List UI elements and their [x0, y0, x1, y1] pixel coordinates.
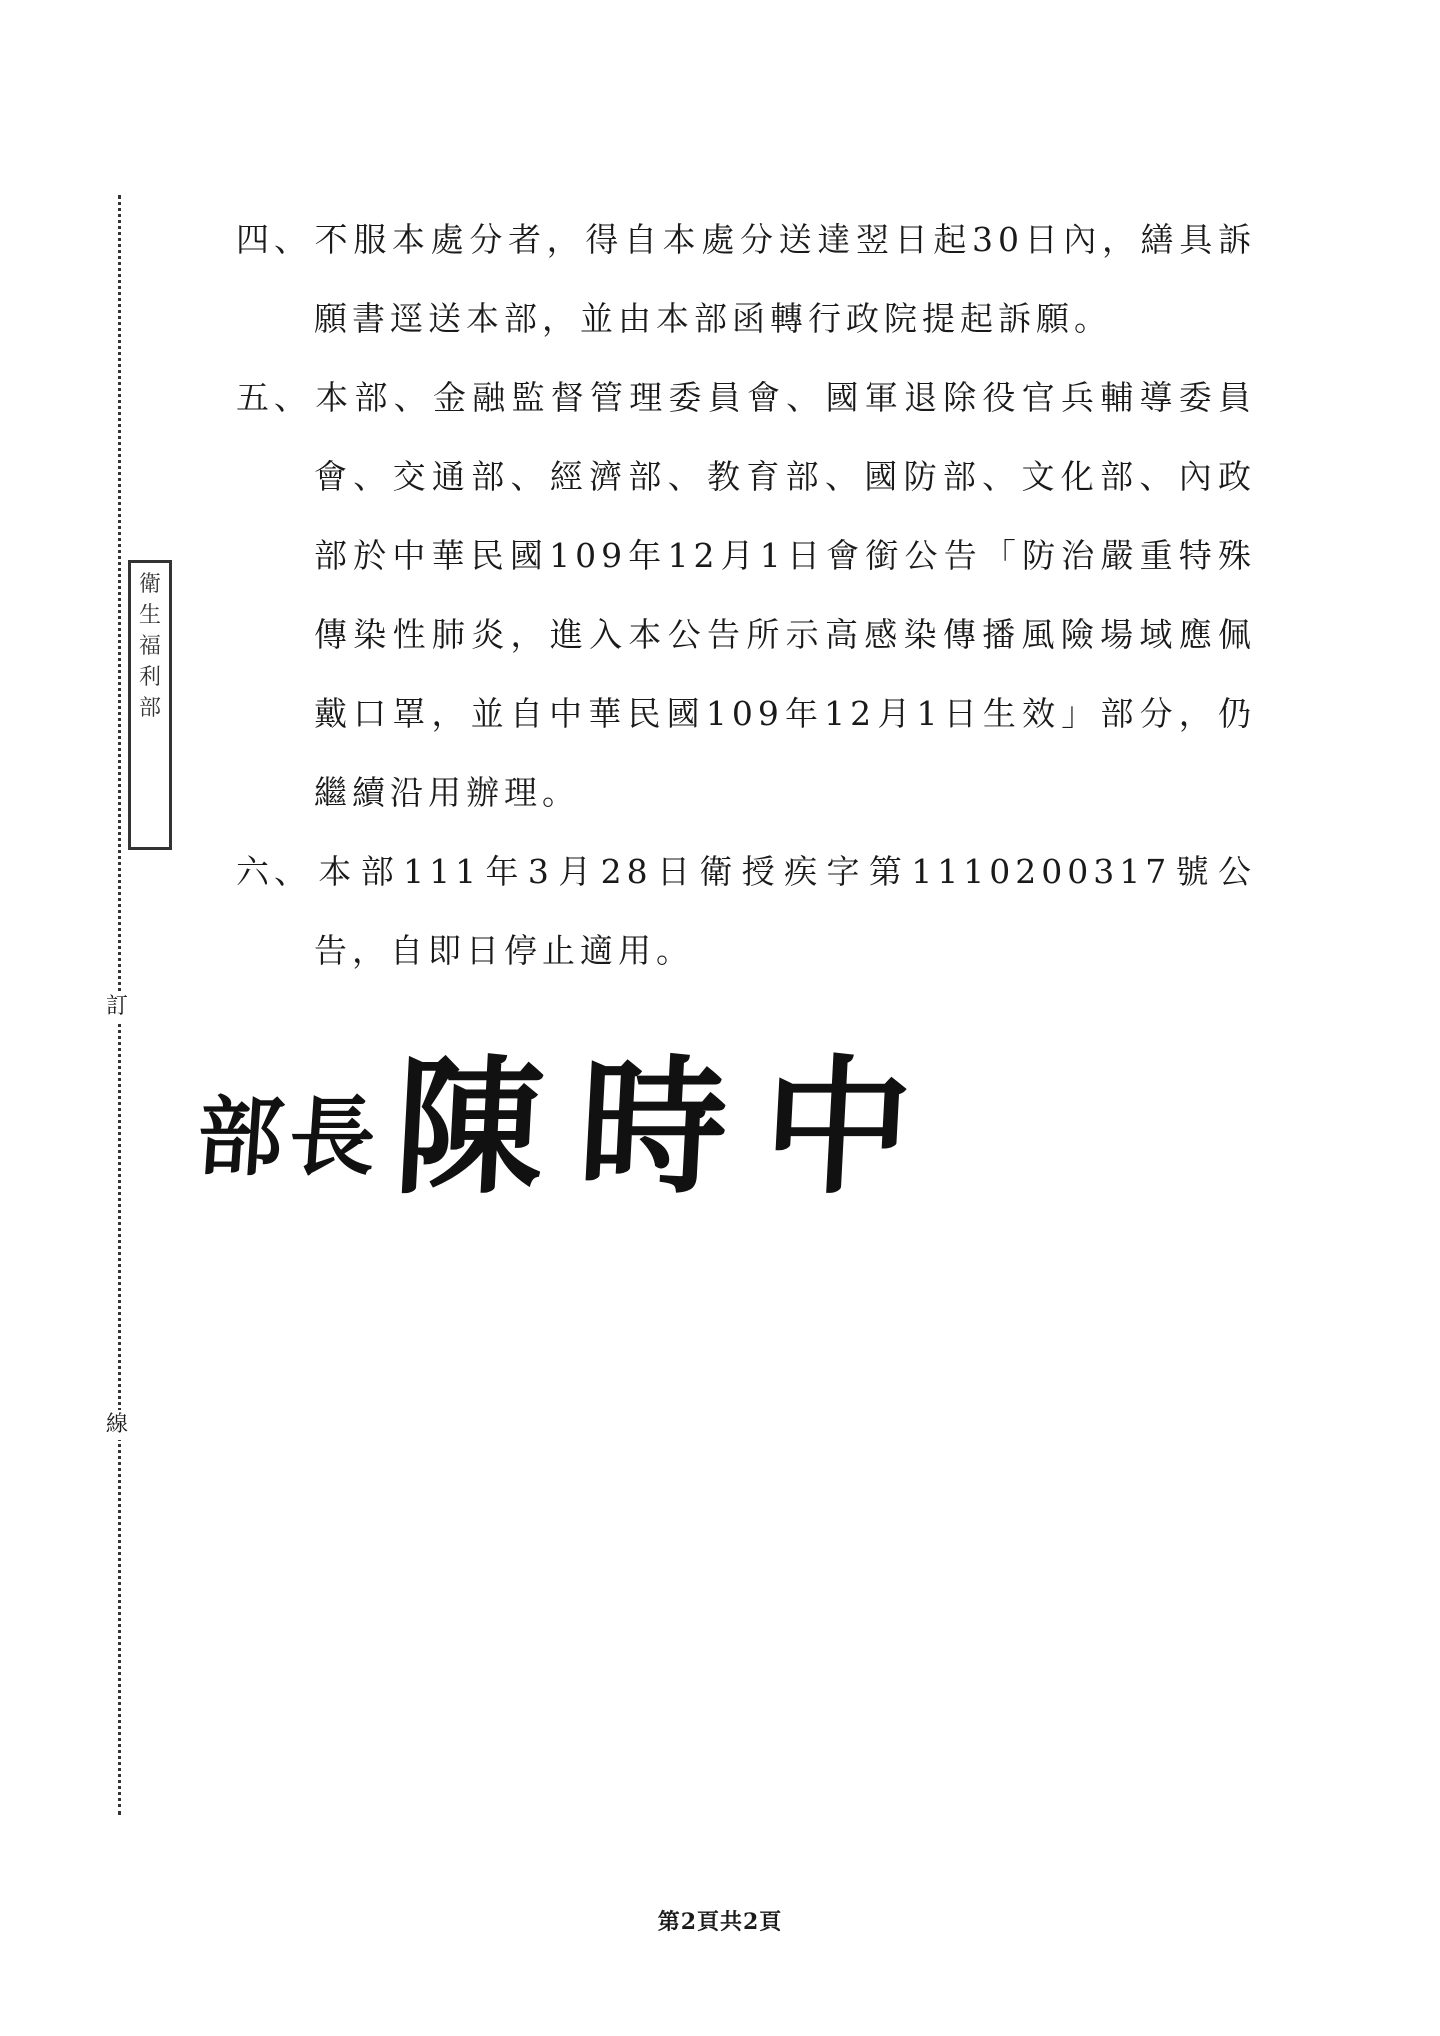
- agency-seal-stamp: [128, 560, 172, 850]
- page-number: 第2頁共2頁: [657, 1909, 783, 1935]
- item-text: 本部111年3月28日衛授疾字第1110200317號公告，自即日停止適用。: [314, 852, 1256, 970]
- list-item: [236, 832, 1256, 990]
- list-item: [236, 358, 1256, 832]
- list-item: [236, 200, 1256, 358]
- document-body: [236, 200, 1256, 990]
- signature-title: 部長: [193, 1087, 386, 1188]
- item-number: 五、: [236, 378, 312, 417]
- signature-name: 陳時中: [390, 1040, 952, 1214]
- binding-label-xian: 線: [106, 1410, 128, 1440]
- item-text: 不服本處分者，得自本處分送達翌日起30日內，繕具訴願書逕送本部，並由本部函轉行政院提起訴願。: [314, 220, 1256, 338]
- binding-label-ding: 訂: [106, 992, 128, 1022]
- item-number: 六、: [236, 852, 312, 891]
- item-number: 四、: [236, 220, 312, 259]
- minister-signature: [193, 1010, 952, 1222]
- item-text: 本部、金融監督管理委員會、國軍退除役官兵輔導委員會、交通部、經濟部、教育部、國防部、文化部、內政部於中華民國109年12月1日會銜公告「防治嚴重特殊傳染性肺炎，進入本公告所示高感染傳播風險場域應佩戴口罩，並自中華民國109年12月1日生效」部分，仍繼續沿用辦理。: [314, 378, 1256, 812]
- seal-text: 衛生福利部: [138, 572, 161, 721]
